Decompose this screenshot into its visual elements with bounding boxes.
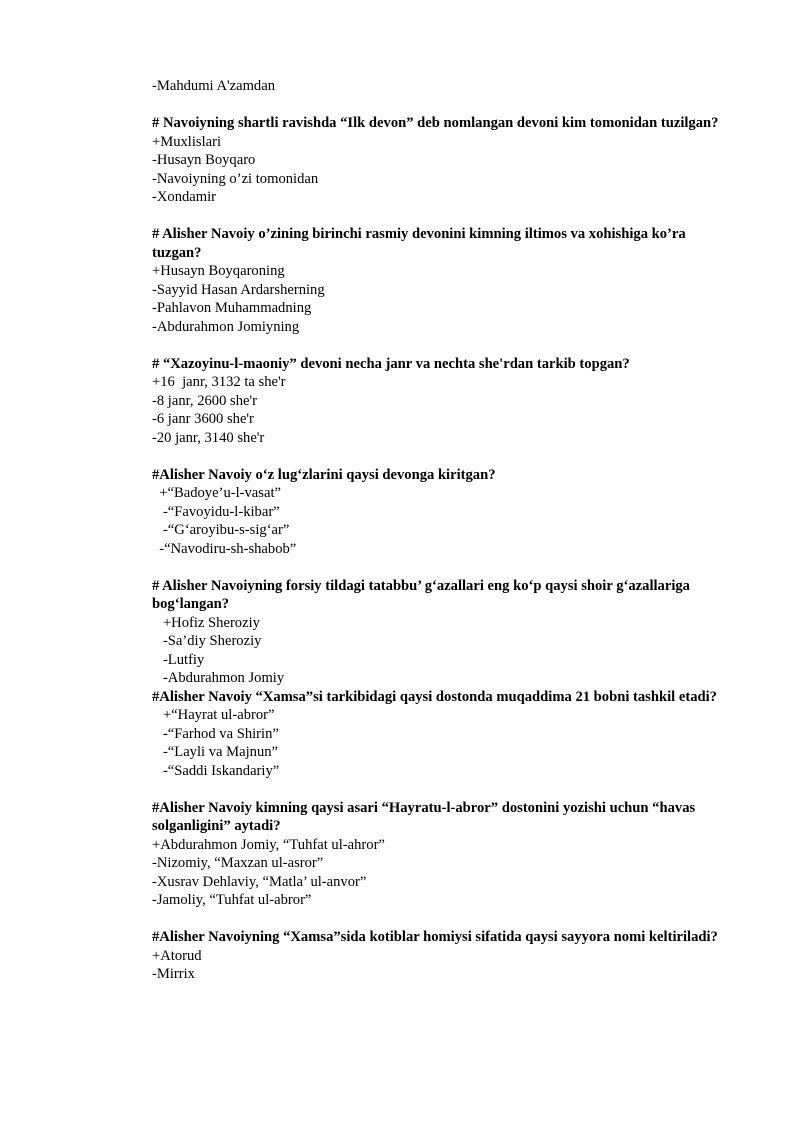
answer-option: -Pahlavon Muhammadning [152,300,312,316]
answer-option: -Sa’diy Sheroziy [152,633,262,649]
spacer [152,447,737,466]
question-text: #Alisher Navoiy kimning qaysi asari “Hayratu-l-abror” dostonini yozishi uchun “havas solganligini” aytadi? [152,799,696,834]
question-block [152,225,737,336]
spacer [152,336,737,355]
answer-option: -“Saddi Iskandariy” [152,762,280,779]
answer-option: -Navoiyning o’zi tomonidan [152,170,319,187]
question-block [152,466,737,559]
question-block [152,355,737,448]
spacer [152,96,737,115]
answer-option: +Abdurahmon Jomiy, “Tuhfat ul-ahror” [152,836,385,853]
spacer [152,558,737,577]
answer-option: -“Favoyidu-l-kibar” [152,503,280,520]
answer-option: +16 janr, 3132 ta she'r [152,374,286,390]
answer-option: -6 janr 3600 she'r [152,411,254,427]
question-block [152,688,737,781]
answer-option: -Lutfiy [152,651,205,668]
spacer [152,780,737,799]
answer-option: -“G‘aroyibu-s-sig‘ar” [152,522,290,538]
answer-option: -Mirrix [152,966,195,982]
question-text: # Alisher Navoiyning forsiy tildagi tatabbu’ g‘azallari eng ko‘p qaysi shoir g‘azallariga bog‘langan? [152,577,690,612]
answer-option: -8 janr, 2600 she'r [152,392,257,409]
document-page [152,77,737,984]
question-block [152,114,737,207]
answer-option: -Nizomiy, “Maxzan ul-asror” [152,855,324,871]
answer-option: +Husayn Boyqaroning [152,263,285,279]
answer-option: -Xusrav Dehlaviy, “Matla’ ul-anvor” [152,873,367,890]
question-text: #Alisher Navoiyning “Xamsa”sida kotiblar homiysi sifatida qaysi sayyora nomi keltiriladi? [152,929,718,945]
question-block [152,799,737,910]
answer-option: -Abdurahmon Jomiy [152,670,285,686]
answer-option: +Atorud [152,947,202,964]
question-block [152,928,737,984]
answer-option: -Jamoliy, “Tuhfat ul-abror” [152,892,312,908]
question-text: # “Xazoyinu-l-maoniy” devoni necha janr va nechta she'rdan tarkib topgan? [152,355,630,372]
question-block [152,577,737,688]
answer-option: -Sayyid Hasan Ardarsherning [152,281,325,298]
question-text: #Alisher Navoiy o‘z lug‘zlarini qaysi devonga kiritgan? [152,466,496,483]
answer-option: +“Hayrat ul-abror” [152,707,275,723]
answer-option: -20 janr, 3140 she'r [152,429,265,446]
question-text: #Alisher Navoiy “Xamsa”si tarkibidagi qaysi dostonda muqaddima 21 bobni tashkil etadi? [152,688,717,705]
answer-option: +Hofiz Sheroziy [152,614,260,631]
question-text: # Navoiyning shartli ravishda “Ilk devon” deb nomlangan devoni kim tomonidan tuzilgan? [152,115,719,131]
answer-option: +“Badoye’u-l-vasat” [152,485,281,501]
question-text: # Alisher Navoiy o’zining birinchi rasmiy devonini kimning iltimos va xohishiga ko’ra tuzgan? [152,226,686,261]
spacer [152,207,737,226]
answer-option: -Abdurahmon Jomiyning [152,318,300,335]
answer-option: -“Layli va Majnun” [152,744,279,760]
answer-option: -“Farhod va Shirin” [152,725,279,742]
answer-option: -“Navodiru-sh-shabob” [152,540,297,557]
answer-option: -Xondamir [152,189,217,205]
answer-option: -Husayn Boyqaro [152,152,256,168]
lead-answer-line: -Mahdumi A'zamdan [152,78,275,94]
answer-option: +Muxlislari [152,133,222,150]
spacer [152,910,737,929]
